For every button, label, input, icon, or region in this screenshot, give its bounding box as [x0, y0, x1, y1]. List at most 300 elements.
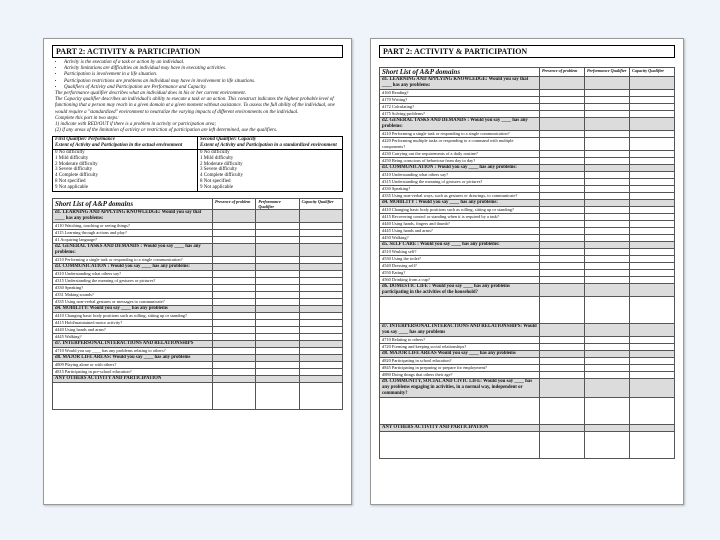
table-row	[380, 432, 675, 459]
answer-cell[interactable]	[299, 236, 342, 243]
list-title: Short List of A&P domains	[380, 68, 540, 77]
answer-cell[interactable]	[213, 368, 256, 375]
scale-value: 2 Moderate difficulty	[55, 161, 98, 167]
answer-cell[interactable]	[585, 270, 630, 277]
answer-cell[interactable]	[630, 158, 675, 165]
answer-cell[interactable]	[256, 305, 299, 312]
answer-cell[interactable]	[540, 214, 585, 221]
table-row	[380, 256, 675, 263]
item-label: d410 Changing basic body positions such as rolling, sitting up or standing?	[53, 312, 213, 319]
item-label: d809 Playing alone or with others?	[53, 361, 213, 368]
answer-cell[interactable]	[299, 312, 342, 319]
answer-cell[interactable]	[630, 242, 675, 249]
item-label: d540 Dressing self?	[380, 263, 540, 270]
item-label: d175 Solving problems?	[380, 111, 540, 118]
answer-cell[interactable]	[256, 243, 299, 256]
answer-cell[interactable]	[256, 368, 299, 375]
answer-cell[interactable]	[630, 432, 675, 459]
answer-cell[interactable]	[213, 277, 256, 284]
answer-cell[interactable]	[630, 221, 675, 228]
answer-cell[interactable]	[540, 256, 585, 263]
domain-label: d4. MOBILITY: Would you say ____ has any problems	[53, 305, 213, 312]
answer-cell[interactable]	[213, 298, 256, 305]
item-label: d440 Using hands, fingers and thumb?	[380, 221, 540, 228]
answer-cell[interactable]	[540, 207, 585, 214]
answer-cell[interactable]	[540, 172, 585, 179]
domain-label: d9. COMMUNITY, SOCIAL AND CIVIC LIFE: Would you say ____ has any problems engaging in activities, in a normal way, independent or community?	[380, 379, 540, 398]
answer-cell[interactable]	[540, 344, 585, 351]
answer-cell[interactable]	[256, 270, 299, 277]
answer-cell[interactable]	[585, 358, 630, 365]
answer-cell[interactable]	[540, 111, 585, 118]
answer-cell[interactable]	[630, 111, 675, 118]
answer-cell[interactable]	[630, 131, 675, 138]
table-row	[53, 222, 343, 229]
scale-value: 3 Severe difficulty	[55, 167, 93, 173]
answer-cell[interactable]	[540, 235, 585, 242]
answer-cell[interactable]	[256, 375, 299, 382]
answer-cell[interactable]	[540, 200, 585, 207]
answer-cell[interactable]	[213, 284, 256, 291]
answer-cell[interactable]	[540, 249, 585, 256]
domains-table	[379, 67, 675, 459]
domain-section-row	[53, 209, 343, 222]
domain-label: d5. SELF CARE : Would you say ____ has any problems:	[380, 242, 540, 249]
answer-cell[interactable]	[540, 151, 585, 158]
answer-cell[interactable]	[256, 326, 299, 333]
answer-cell[interactable]	[585, 111, 630, 118]
answer-cell[interactable]	[299, 382, 342, 409]
answer-cell[interactable]	[256, 256, 299, 263]
answer-cell[interactable]	[540, 277, 585, 284]
answer-cell[interactable]	[299, 291, 342, 298]
answer-cell[interactable]	[630, 207, 675, 214]
answer-cell[interactable]	[540, 432, 585, 459]
answer-cell[interactable]	[585, 284, 630, 297]
column-header: Presence of problem	[213, 198, 256, 209]
instruction-text: Complete this part in two steps:	[55, 115, 119, 121]
answer-cell[interactable]	[299, 305, 342, 312]
table-row	[380, 365, 675, 372]
answer-cell[interactable]	[53, 382, 213, 409]
answer-cell[interactable]	[630, 200, 675, 207]
table-row	[53, 312, 343, 319]
answer-cell[interactable]	[540, 90, 585, 97]
answer-cell[interactable]	[299, 333, 342, 340]
answer-cell[interactable]	[540, 165, 585, 172]
answer-cell[interactable]	[299, 340, 342, 347]
table-row	[53, 298, 343, 305]
answer-cell[interactable]	[299, 326, 342, 333]
answer-cell[interactable]	[630, 77, 675, 90]
answer-cell[interactable]	[256, 284, 299, 291]
item-label: d410 Changing basic body positions such as rolling, sitting up or standing?	[380, 207, 540, 214]
domain-section-row	[380, 351, 675, 358]
table-row	[53, 368, 343, 375]
instruction-text: 1) indicate with RED/OUT if there is a problem in activity or participation area;	[55, 122, 217, 128]
answer-cell[interactable]	[630, 214, 675, 221]
answer-cell[interactable]	[540, 131, 585, 138]
domains-table	[52, 198, 343, 410]
answer-cell[interactable]	[540, 263, 585, 270]
table-row	[380, 179, 675, 186]
answer-cell[interactable]	[585, 221, 630, 228]
answer-cell[interactable]	[585, 186, 630, 193]
table-row	[380, 372, 675, 379]
answer-cell[interactable]	[299, 368, 342, 375]
answer-cell[interactable]	[585, 372, 630, 379]
answer-cell[interactable]	[256, 319, 299, 326]
answer-cell[interactable]	[630, 344, 675, 351]
answer-cell[interactable]	[256, 229, 299, 236]
answer-cell[interactable]	[256, 209, 299, 222]
answer-cell[interactable]	[540, 118, 585, 131]
item-label: d170 Writing?	[380, 97, 540, 104]
table-row	[380, 131, 675, 138]
answer-cell[interactable]	[585, 214, 630, 221]
answer-cell[interactable]	[299, 361, 342, 368]
item-label: d330 Speaking?	[380, 186, 540, 193]
answer-cell[interactable]	[540, 193, 585, 200]
answer-cell[interactable]	[585, 172, 630, 179]
answer-cell[interactable]	[299, 243, 342, 256]
capacity-scale	[198, 150, 343, 192]
answer-cell[interactable]	[256, 361, 299, 368]
form-page-2	[370, 38, 684, 505]
answer-cell[interactable]	[256, 222, 299, 229]
table-row	[380, 398, 675, 425]
answer-cell[interactable]	[630, 193, 675, 200]
answer-cell[interactable]	[256, 354, 299, 361]
answer-cell[interactable]	[585, 207, 630, 214]
column-header: Performance Qualifier	[585, 68, 630, 77]
instruction-text: The performance qualifier describes what an individual does in his or her current environment.	[55, 91, 246, 97]
answer-cell[interactable]	[585, 351, 630, 358]
item-label: d710 Relating to others?	[380, 337, 540, 344]
answer-cell[interactable]	[540, 242, 585, 249]
answer-cell[interactable]	[630, 90, 675, 97]
answer-cell[interactable]	[585, 242, 630, 249]
answer-cell[interactable]	[256, 382, 299, 409]
answer-cell[interactable]	[213, 382, 256, 409]
domain-section-row	[53, 243, 343, 256]
answer-cell[interactable]	[585, 324, 630, 337]
item-label: d230 Carrying out the requirements of a daily routine?	[380, 151, 540, 158]
answer-cell[interactable]	[630, 277, 675, 284]
answer-cell[interactable]	[630, 372, 675, 379]
answer-cell[interactable]	[299, 298, 342, 305]
item-label: d310 Understanding what others say?	[53, 270, 213, 277]
answer-cell[interactable]	[630, 235, 675, 242]
answer-cell[interactable]	[540, 186, 585, 193]
answer-cell[interactable]	[540, 221, 585, 228]
scale-value: 4 Complete difficulty	[200, 173, 243, 179]
item-label: d110 Watching, touching or seeing things?	[53, 222, 213, 229]
answer-cell[interactable]	[299, 222, 342, 229]
item-label: d530 Using the toilet?	[380, 256, 540, 263]
answer-cell[interactable]	[630, 270, 675, 277]
answer-cell[interactable]	[630, 425, 675, 432]
answer-cell[interactable]	[299, 354, 342, 361]
scale-value: 0 No difficulty	[55, 150, 85, 156]
item-label: d335 Using non-verbal gestures or messages to communicate?	[53, 298, 213, 305]
answer-cell[interactable]	[630, 228, 675, 235]
answer-cell[interactable]	[256, 347, 299, 354]
answer-cell[interactable]	[213, 305, 256, 312]
answer-cell[interactable]	[630, 186, 675, 193]
answer-cell[interactable]	[630, 118, 675, 131]
item-label: d315 Understanding the meaning of gestures or pictures?	[380, 179, 540, 186]
qualifier-table	[52, 136, 343, 191]
answer-cell[interactable]	[256, 298, 299, 305]
item-label: d815 Participating in pre-school education?	[53, 368, 213, 375]
answer-cell[interactable]	[213, 312, 256, 319]
item-label: d220 Performing multiple tasks or responding to a command with multiple components?	[380, 138, 540, 151]
answer-cell[interactable]	[585, 277, 630, 284]
table-row	[380, 235, 675, 242]
answer-cell[interactable]	[630, 351, 675, 358]
answer-cell[interactable]	[256, 277, 299, 284]
answer-cell[interactable]	[213, 256, 256, 263]
answer-cell[interactable]	[630, 256, 675, 263]
answer-cell[interactable]	[380, 432, 540, 459]
answer-cell[interactable]	[540, 104, 585, 111]
answer-cell[interactable]	[585, 398, 630, 425]
answer-cell[interactable]	[585, 379, 630, 398]
definition-item: • Participation restrictions are problems an individual may have in involvement in life situations.	[64, 79, 343, 85]
answer-cell[interactable]	[213, 326, 256, 333]
answer-cell[interactable]	[630, 358, 675, 365]
definition-item: • Participation is involvement in a life situation.	[64, 72, 343, 78]
answer-cell[interactable]	[585, 90, 630, 97]
item-label: d450 Walking?	[380, 235, 540, 242]
scale-value: 2 Moderate difficulty	[200, 161, 243, 167]
answer-cell[interactable]	[213, 222, 256, 229]
answer-cell[interactable]	[585, 158, 630, 165]
answer-cell[interactable]	[585, 104, 630, 111]
answer-cell[interactable]	[630, 104, 675, 111]
answer-cell[interactable]	[213, 319, 256, 326]
item-label: d550 Eating?	[380, 270, 540, 277]
answer-cell[interactable]	[299, 270, 342, 277]
answer-cell[interactable]	[630, 284, 675, 297]
answer-cell[interactable]	[213, 243, 256, 256]
item-label: d210 Performing a single task or responding to a single communication?	[53, 256, 213, 263]
answer-cell[interactable]	[540, 337, 585, 344]
table-row	[53, 382, 343, 409]
answer-cell[interactable]	[630, 365, 675, 372]
domain-section-row	[380, 77, 675, 90]
domain-section-row	[53, 263, 343, 270]
domain-section-row	[53, 305, 343, 312]
answer-cell[interactable]	[256, 340, 299, 347]
item-label: d710 Would you say ____ has any problems relating to others?	[53, 347, 213, 354]
answer-cell[interactable]	[585, 179, 630, 186]
answer-cell[interactable]	[585, 344, 630, 351]
answer-cell[interactable]	[585, 138, 630, 151]
item-label: d335 Using non-verbal ways, such as gestures or drawings, to communicate?	[380, 193, 540, 200]
answer-cell[interactable]	[585, 200, 630, 207]
table-row	[380, 228, 675, 235]
domain-section-row	[53, 375, 343, 382]
definition-item: • Activity is the execution of a task or action by an individual.	[64, 60, 343, 66]
answer-cell[interactable]	[540, 398, 585, 425]
answer-cell[interactable]	[540, 351, 585, 358]
answer-cell[interactable]	[585, 118, 630, 131]
answer-cell[interactable]	[540, 284, 585, 297]
answer-cell[interactable]	[585, 263, 630, 270]
answer-cell[interactable]	[299, 277, 342, 284]
answer-cell[interactable]	[585, 131, 630, 138]
answer-cell[interactable]	[540, 358, 585, 365]
answer-cell[interactable]	[380, 398, 540, 425]
answer-cell[interactable]	[540, 97, 585, 104]
answer-cell[interactable]	[585, 249, 630, 256]
answer-cell[interactable]	[256, 263, 299, 270]
item-label: d172 Calculating?	[380, 104, 540, 111]
answer-cell[interactable]	[256, 312, 299, 319]
table-row	[380, 138, 675, 151]
answer-cell[interactable]	[540, 77, 585, 90]
domain-label: ANY OTHERS ACTIVITY AND PARTICIPATION	[380, 425, 540, 432]
answer-cell[interactable]	[213, 347, 256, 354]
answer-cell[interactable]	[585, 228, 630, 235]
domain-label: d3. COMMUNICATION : Would you say ____ has any problems:	[53, 263, 213, 270]
answer-cell[interactable]	[540, 372, 585, 379]
item-label: d331 Making sounds?	[53, 291, 213, 298]
domain-label: d8. MAJOR LIFE AREAS: Would you say ____ has any problems	[53, 354, 213, 361]
answer-cell[interactable]	[630, 398, 675, 425]
domain-label: d3. COMMUNICATION : Would you say ____ has any problems:	[380, 165, 540, 172]
answer-cell[interactable]	[380, 297, 540, 324]
answer-cell[interactable]	[585, 151, 630, 158]
table-row	[53, 256, 343, 263]
answer-cell[interactable]	[630, 138, 675, 151]
domain-section-row	[380, 284, 675, 297]
answer-cell[interactable]	[256, 291, 299, 298]
answer-cell[interactable]	[630, 297, 675, 324]
answer-cell[interactable]	[630, 379, 675, 398]
answer-cell[interactable]	[540, 158, 585, 165]
answer-cell[interactable]	[540, 138, 585, 151]
answer-cell[interactable]	[213, 361, 256, 368]
answer-cell[interactable]	[630, 151, 675, 158]
answer-cell[interactable]	[585, 297, 630, 324]
answer-cell[interactable]	[213, 263, 256, 270]
domain-section-row	[380, 425, 675, 432]
answer-cell[interactable]	[256, 333, 299, 340]
table-row	[53, 291, 343, 298]
answer-cell[interactable]	[630, 337, 675, 344]
answer-cell[interactable]	[299, 209, 342, 222]
table-row	[53, 333, 343, 340]
answer-cell[interactable]	[299, 284, 342, 291]
definition-item: • Qualifiers of Activity and Participation are Performance and Capacity.	[64, 85, 343, 91]
table-row	[380, 214, 675, 221]
answer-cell[interactable]	[299, 319, 342, 326]
scale-value: 3 Severe difficulty	[200, 167, 238, 173]
answer-cell[interactable]	[585, 235, 630, 242]
answer-cell[interactable]	[540, 425, 585, 432]
answer-cell[interactable]	[213, 375, 256, 382]
answer-cell[interactable]	[585, 365, 630, 372]
item-label: d415 Recovering control or standing when it is required by a task?	[380, 214, 540, 221]
item-label: d415 Hold/maintained motor activity?	[53, 319, 213, 326]
domain-section-row	[380, 118, 675, 131]
answer-cell[interactable]	[540, 365, 585, 372]
answer-cell[interactable]	[213, 209, 256, 222]
item-label: d820 Participating in school education?	[380, 358, 540, 365]
answer-cell[interactable]	[630, 172, 675, 179]
answer-cell[interactable]	[213, 270, 256, 277]
domain-section-row	[380, 242, 675, 249]
answer-cell[interactable]	[585, 432, 630, 459]
answer-cell[interactable]	[585, 425, 630, 432]
answer-cell[interactable]	[299, 263, 342, 270]
answer-cell[interactable]	[585, 256, 630, 263]
item-label: d560 Drinking from a cup?	[380, 277, 540, 284]
answer-cell[interactable]	[585, 165, 630, 172]
answer-cell[interactable]	[630, 263, 675, 270]
answer-cell[interactable]	[299, 229, 342, 236]
definition-list	[52, 60, 343, 91]
answer-cell[interactable]	[299, 375, 342, 382]
answer-cell[interactable]	[540, 324, 585, 337]
answer-cell[interactable]	[540, 270, 585, 277]
answer-cell[interactable]	[630, 324, 675, 337]
answer-cell[interactable]	[299, 256, 342, 263]
answer-cell[interactable]	[630, 249, 675, 256]
item-label: d445 Using hands and arms?	[380, 228, 540, 235]
answer-cell[interactable]	[213, 354, 256, 361]
answer-cell[interactable]	[213, 236, 256, 243]
table-row	[53, 236, 343, 243]
table-row	[380, 358, 675, 365]
domain-label: ANY OTHERS ACTIVITY AND PARTICIPATION	[53, 375, 213, 382]
answer-cell[interactable]	[540, 379, 585, 398]
answer-cell[interactable]	[585, 337, 630, 344]
answer-cell[interactable]	[630, 179, 675, 186]
table-row	[53, 270, 343, 277]
answer-cell[interactable]	[585, 77, 630, 90]
answer-cell[interactable]	[299, 347, 342, 354]
table-row	[53, 326, 343, 333]
answer-cell[interactable]	[540, 297, 585, 324]
answer-cell[interactable]	[213, 340, 256, 347]
answer-cell[interactable]	[213, 229, 256, 236]
domain-label: d4. MOBILITY : Would you say ____ has any problems:	[380, 200, 540, 207]
answer-cell[interactable]	[213, 333, 256, 340]
domain-section-row	[380, 165, 675, 172]
capacity-qualifier-heading: Second Qualifier: Capacity	[200, 137, 257, 143]
answer-cell[interactable]	[630, 97, 675, 104]
table-row	[53, 229, 343, 236]
scale-value: 0 No difficulty	[200, 150, 230, 156]
table-row	[380, 207, 675, 214]
column-header: Capacity Qualifier	[299, 198, 342, 209]
answer-cell[interactable]	[540, 228, 585, 235]
answer-cell[interactable]	[585, 193, 630, 200]
form-page-1	[43, 38, 352, 505]
performance-qualifier-description: Extent of Activity and Participation in the actual environment	[55, 143, 183, 149]
answer-cell[interactable]	[630, 165, 675, 172]
answer-cell[interactable]	[213, 291, 256, 298]
answer-cell[interactable]	[585, 97, 630, 104]
answer-cell[interactable]	[540, 179, 585, 186]
table-row	[380, 193, 675, 200]
answer-cell[interactable]	[256, 236, 299, 243]
table-row	[380, 221, 675, 228]
